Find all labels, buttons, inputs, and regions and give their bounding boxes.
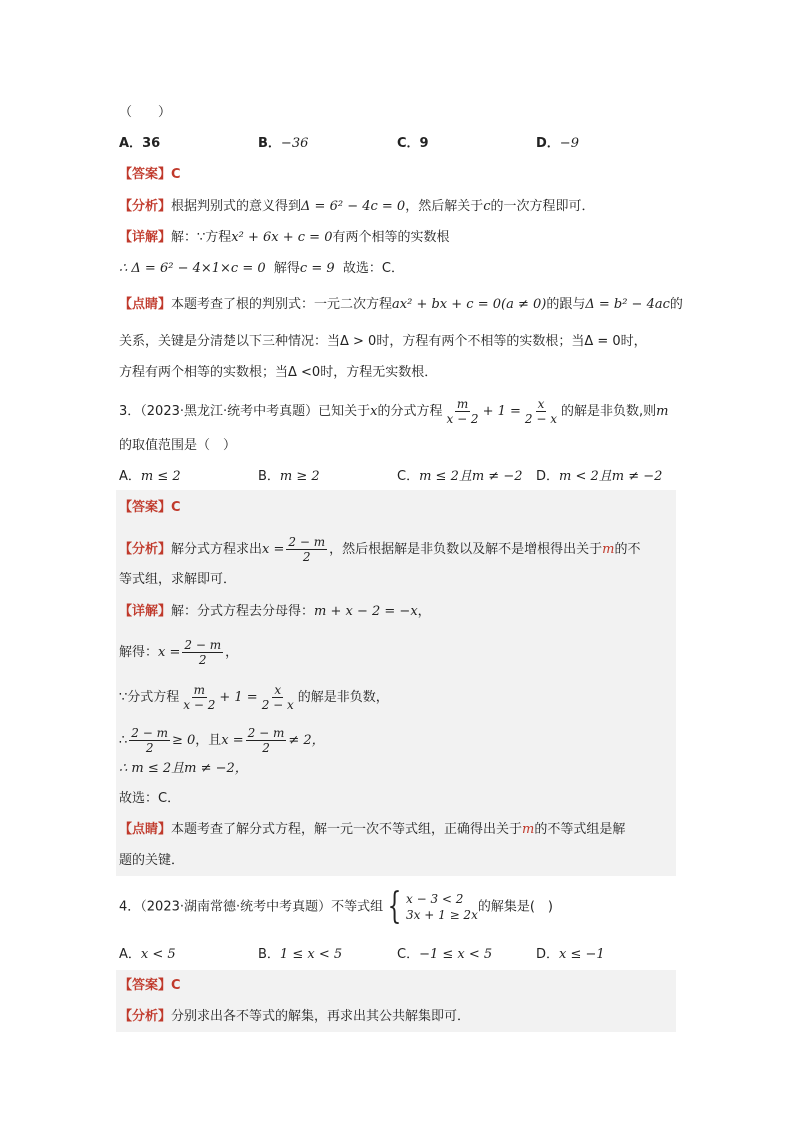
q3-option-d[interactable]: D．m < 2且m ≠ −2 <box>536 469 663 484</box>
q2-comment-line1: 【点睛】本题考查了根的判别式：一元二次方程ax² + bx + c = 0(a ≠ 0)的跟与Δ = b² − 4ac的 <box>119 297 683 312</box>
q2-detail-2: ∴ Δ = 6² − 4×1×c = 0 解得c = 9 故选：C． <box>119 261 404 276</box>
q3-conclusion: ∴ m ≤ 2且m ≠ −2， <box>119 761 248 776</box>
q3-since: ∵分式方程 $\frac{m}{x - 2}$ + 1 = $\frac{x}{2 - x}$ 的解是非负数， <box>119 683 389 712</box>
q3-therefore: ∴ $\frac{2 - m}{2}$ ≥ 0，且x = $\frac{2 - m}{2}$ ≠ 2， <box>119 726 325 755</box>
q2-answer: 【答案】C <box>119 167 181 182</box>
q4-option-d[interactable]: D．x ≤ −1 <box>536 947 605 962</box>
q3-choose: 故选：C． <box>119 791 181 806</box>
q4-option-b[interactable]: B．1 ≤ x < 5 <box>258 947 343 962</box>
q3-answer: 【答案】C <box>119 500 181 515</box>
q2-detail: 【详解】解：∵方程x² + 6x + c = 0有两个相等的实数根 <box>119 230 450 245</box>
brace-icon: { <box>387 886 402 927</box>
q2-option-c[interactable]: C．9 <box>397 136 429 151</box>
q3-stem-line1: 3．（2023·黑龙江·统考中考真题）已知关于x的分式方程 $\frac{m}{x - 2}$ + 1 = $\frac{x}{2 - x}$ 的解是非负数,则m <box>119 397 669 426</box>
q3-option-b[interactable]: B．m ≥ 2 <box>258 469 320 484</box>
q3-option-a[interactable]: A．m ≤ 2 <box>119 469 181 484</box>
q3-detail: 【详解】解：分式方程去分母得：m + x − 2 = −x， <box>119 604 431 619</box>
q4-answer: 【答案】C <box>119 978 181 993</box>
q2-option-a[interactable]: A．36 <box>119 136 161 151</box>
q3-comment-line1: 【点睛】本题考查了解分式方程，解一元一次不等式组，正确得出关于m的不等式组是解 <box>119 822 626 837</box>
q2-analysis: 【分析】根据判别式的意义得到Δ = 6² − 4c = 0，然后解关于c的一次方程即可． <box>119 199 595 214</box>
q3-analysis-line2: 等式组，求解即可． <box>119 572 237 587</box>
q3-analysis-line1: 【分析】解分式方程求出x = $\frac{2 - m}{2}$ ，然后根据解是非负数以及解不是增根得出关于m的不 <box>119 535 641 564</box>
q3-frac-x-over: $\frac{x}{2 - x}$ <box>524 397 557 426</box>
q2-paren: （ ） <box>119 105 172 120</box>
q2-option-b[interactable]: B．−36 <box>258 136 309 151</box>
q2-option-d[interactable]: D．−9 <box>536 136 579 151</box>
q4-inequality-system: { x − 3 < 2 3x + 1 ≥ 2x <box>387 886 478 927</box>
q2-comment-line2: 关系，关键是分清楚以下三种情况：当Δ > 0时，方程有两个不相等的实数根；当Δ = 0时， <box>119 334 647 349</box>
q3-stem-line2: 的取值范围是（ ） <box>119 438 237 453</box>
q4-option-c[interactable]: C．−1 ≤ x < 5 <box>397 947 493 962</box>
q2-comment-line3: 方程有两个相等的实数根；当Δ <0时，方程无实数根． <box>119 365 438 380</box>
q3-option-c[interactable]: C．m ≤ 2且m ≠ −2 <box>397 469 523 484</box>
q3-comment-line2: 题的关键． <box>119 853 185 868</box>
q3-frac-m-over: $\frac{m}{x - 2}$ <box>446 397 479 426</box>
q4-analysis: 【分析】分别求出各不等式的解集，再求出其公共解集即可． <box>119 1009 471 1024</box>
q3-solve: 解得：x = $\frac{2 - m}{2}$ ， <box>119 638 239 667</box>
q4-option-a[interactable]: A．x < 5 <box>119 947 176 962</box>
q4-stem: 4．（2023·湖南常德·统考中考真题）不等式组 { x − 3 < 2 3x + 1 ≥ 2x 的解集是( ) <box>119 886 553 927</box>
